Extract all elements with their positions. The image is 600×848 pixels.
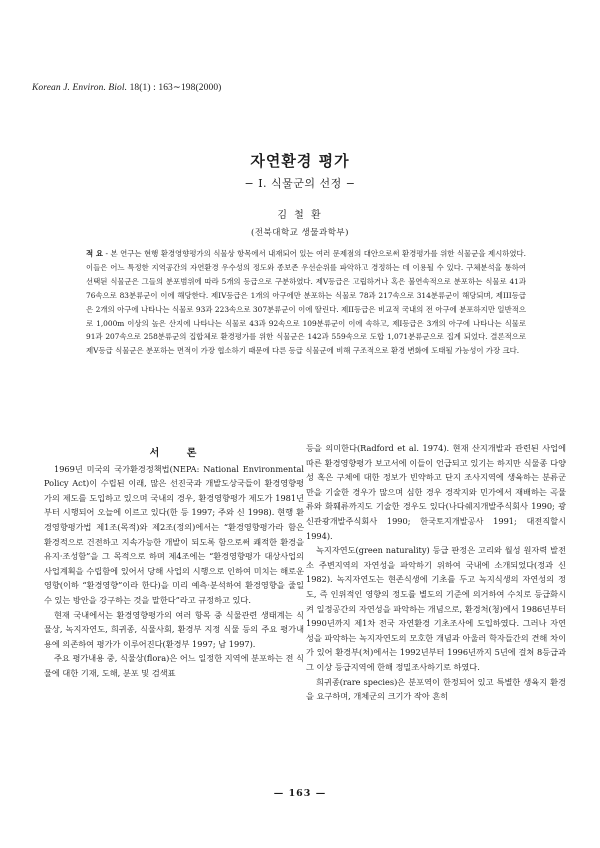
right-column — [306, 441, 566, 704]
journal-citation — [32, 82, 221, 93]
paragraph: 1969년 미국의 국가환경정책법(NEPA: National Environmental Policy Act)이 수립된 이래, 많은 선진국과 개발도상국들이 환경영향평가의 제도를 도입하고 있으며 국내의 경우, 환경영향평가 제도가 1981년부터 시행되어 오늘에 이르고 있다(한 등 1997; 주와 신 1998). 현행 환경영향평가법 제1조(목적)와 제2조(정의)에서는 “환경영향평가라 함은 환경적으로 건전하고 지속가능한 개발이 되도록 함으로써 쾌적한 환경을 유지·조성함”을 그 목적으로 하며 제4조에는 “환경영향평가 대상사업의 사업계획을 수립함에 있어서 당해 사업의 시행으로 인하여 미치는 해로운 영향(이하 “환경영향”이라 한다)을 미리 예측·분석하여 환경영향을 줄일 수 있는 방안을 강구하는 것을 말한다”라고 규정하고 있다. — [44, 463, 304, 605]
journal-name: Korean J. Environ. Biol. — [32, 83, 128, 93]
paragraph: 희귀종(rare species)은 분포역이 한정되어 있고 특별한 생육지 환경을 요구하며, 개체군의 크기가 작아 흔히 — [306, 676, 566, 702]
paragraph: 주요 평가내용 중, 식물상(flora)은 어느 일정한 지역에 분포하는 전 식물에 대한 기재, 도해, 분포 및 검색표 — [44, 653, 304, 678]
abstract-label: 적 요 — [86, 249, 103, 258]
section-heading-introduction: 서 론 — [149, 448, 209, 459]
page-number: — 163 — — [273, 788, 327, 799]
paragraph: 등을 의미한다(Radford et al. 1974). 현재 산지개발과 관련된 사업에 따른 환경영향평가 보고서에 이들이 언급되고 있기는 하지만 식물종 다양성 혹은 구체에 대한 정보가 빈약하고 단지 조사지역에 생육하는 분류군만을 기술한 경우가 많으며 심한 경우 경작지와 민가에서 재배하는 곡물류와 화훼류까지도 기술한 경우도 있다(나다쉐지개발주식회사 1990; 광신관광개발주식회사 1990; 한국토지개발공사 1991; 대전직할시 1994). — [306, 443, 566, 541]
journal-volume: 18(1) : 163∼198(2000) — [127, 83, 222, 93]
abstract-text: - 본 연구는 현행 환경영향평가의 식물상 항목에서 내재되어 있는 여러 문제점의 대안으로써 환경평가를 위한 식물군을 제시하였다. 이들은 어느 특정한 지역공간의 자연환경 우수성의 정도와 종보존 우선순위를 파악하고 경정하는 데 이용될 수 있다. 구체분석을 통하여 선택된 식물군은 그들의 분포범위에 따라 5개의 등급으로 구분하였다. 제V등급은 고립하거나 혹은 불연속적으로 분포하는 식물로 41과 76속으로 83분류군이 이에 해당한다. 제IV등급은 1개의 아구에만 분포하는 식물로 78과 217속으로 314분류군이 해당되며, 제III등급은 2개의 아구에 나타나는 식물로 93과 223속으로 307분류군이 이에 딸린다. 제II등급은 비교적 국내의 전 아구에 분포하지만 일반적으로 1,000m 이상의 높은 산지에 나타나는 식물로 43과 92속으로 109분류군이 이에 속하고, 제I등급은 3개의 아구에 나타나는 식물로 91과 207속으로 258분류군의 집합체로 환경평가를 위한 식물군은 142과 559속으로 도합 1,071분류군으로 집계 되었다. 결론적으로 제V등급 식물군은 분포하는 면적이 가장 협소하기 때문에 다른 등급 식물군에 비해 구조적으로 환경 변화에 도태될 가능성이 가장 크다. — [86, 249, 527, 356]
paper-title: 자연환경 평가 — [250, 152, 350, 170]
author: 김 철 환 — [277, 210, 323, 221]
paragraph: 녹지자연도(green naturality) 등급 판정은 고리와 월성 원자력 발전소 주변지역의 자연성을 파악하기 위하여 국내에 소개되었다(정과 신 1982). 녹지자연도는 현존식생에 기초를 두고 녹지식생의 자연성의 정도, 즉 인위적인 영향의 정도를 별도의 기준에 의거하여 수치로 등급화시켜 일정공간의 자연성을 파악하는 개념으로, 환경처(청)에서 1986년부터 1990년까지 제1차 전국 자연환경 기초조사에 도입하였다. 그러나 자연성을 파악하는 녹지자연도의 모호한 개념과 아울러 학자들간의 견해 차이가 있어 환경부(처)에서는 1992년부터 1996년까지 5년에 걸쳐 8등급과 그 이상 등급지역에 한해 정밀조사하기로 하였다. — [306, 545, 566, 672]
left-column — [44, 447, 304, 681]
paper-subtitle: − I. 식물군의 선정 − — [244, 177, 356, 190]
paragraph: 현재 국내에서는 환경영향평가의 여러 항목 중 식물관련 생태계는 식물상, 녹지자연도, 희귀종, 식물사회, 환경부 지정 식물 등의 주요 평가내용에 의존하여 평가가 이루어진다(환경부 1997; 남 1997). — [44, 609, 304, 649]
title-block — [0, 150, 600, 191]
affiliation: (전북대학교 생물과학부) — [251, 228, 349, 238]
abstract — [86, 247, 526, 358]
